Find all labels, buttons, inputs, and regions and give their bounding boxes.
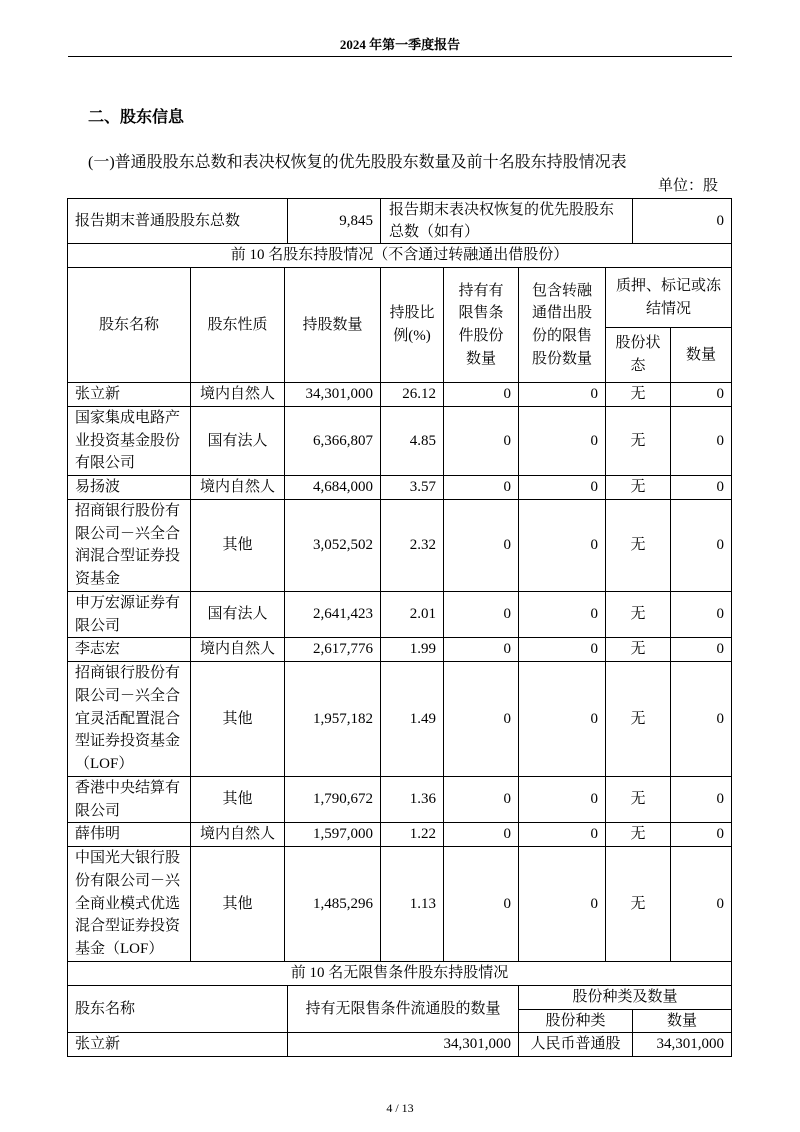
table-row <box>68 638 732 662</box>
pledge-status: 无 <box>606 847 671 962</box>
lent-restricted-shares: 0 <box>519 406 606 475</box>
shareholder-name: 张立新 <box>68 383 191 407</box>
share-class-quantity: 34,301,000 <box>633 1033 732 1057</box>
holding-ratio: 3.57 <box>381 476 444 500</box>
subsection-title: (一)普通股股东总数和表决权恢复的优先股股东数量及前十名股东持股情况表 <box>88 154 627 171</box>
pledge-status: 无 <box>606 776 671 823</box>
header-pledge-status: 股份状态 <box>606 328 671 383</box>
restricted-shares: 0 <box>444 406 519 475</box>
top10-title: 前 10 名股东持股情况（不含通过转融通出借股份） <box>68 244 732 268</box>
table-row <box>68 662 732 777</box>
restricted-shares: 0 <box>444 847 519 962</box>
table-row <box>68 847 732 962</box>
table-header-row <box>68 268 732 328</box>
shareholder-nature: 其他 <box>191 776 285 823</box>
page-header-rule <box>68 56 732 57</box>
header-share-class-and-quantity: 股份种类及数量 <box>519 985 732 1009</box>
pledge-quantity: 0 <box>671 662 732 777</box>
restricted-shares: 0 <box>444 823 519 847</box>
shares-held: 2,617,776 <box>285 638 381 662</box>
table-row <box>68 476 732 500</box>
pledge-status: 无 <box>606 383 671 407</box>
table-row <box>68 776 732 823</box>
shares-held: 4,684,000 <box>285 476 381 500</box>
header-holding-ratio: 持股比例(%) <box>381 268 444 383</box>
holding-ratio: 2.32 <box>381 499 444 591</box>
shareholder-name: 中国光大银行股份有限公司－兴全商业模式优选混合型证券投资基金（LOF） <box>68 847 191 962</box>
restricted-shares: 0 <box>444 476 519 500</box>
pledge-quantity: 0 <box>671 591 732 638</box>
pledge-quantity: 0 <box>671 823 732 847</box>
table-row <box>68 591 732 638</box>
holding-ratio: 2.01 <box>381 591 444 638</box>
summary-table <box>67 198 732 244</box>
shares-held: 34,301,000 <box>285 383 381 407</box>
pledge-status: 无 <box>606 499 671 591</box>
shareholder-nature: 境内自然人 <box>191 383 285 407</box>
shareholder-name: 香港中央结算有限公司 <box>68 776 191 823</box>
unrestricted-quantity: 34,301,000 <box>288 1033 519 1057</box>
pledge-quantity: 0 <box>671 383 732 407</box>
unit-label: 单位：股 <box>657 178 718 194</box>
restricted-shares: 0 <box>444 591 519 638</box>
header-share-class-quantity: 数量 <box>633 1009 732 1033</box>
pledge-status: 无 <box>606 662 671 777</box>
table-row <box>68 1033 732 1057</box>
shares-held: 1,485,296 <box>285 847 381 962</box>
shareholder-tables <box>67 198 731 1057</box>
pledge-quantity: 0 <box>671 638 732 662</box>
pledge-quantity: 0 <box>671 776 732 823</box>
shares-held: 1,790,672 <box>285 776 381 823</box>
lent-restricted-shares: 0 <box>519 662 606 777</box>
section-title: 二、股东信息 <box>88 109 185 126</box>
holding-ratio: 1.49 <box>381 662 444 777</box>
lent-restricted-shares: 0 <box>519 476 606 500</box>
header-shares-held: 持股数量 <box>285 268 381 383</box>
pledge-quantity: 0 <box>671 499 732 591</box>
top10-table <box>67 243 732 962</box>
pledge-quantity: 0 <box>671 406 732 475</box>
share-class: 人民币普通股 <box>519 1033 633 1057</box>
shares-held: 1,597,000 <box>285 823 381 847</box>
lent-restricted-shares: 0 <box>519 847 606 962</box>
pledge-quantity: 0 <box>671 847 732 962</box>
shareholder-nature: 其他 <box>191 847 285 962</box>
header-shareholder-name: 股东名称 <box>68 985 288 1033</box>
unrestricted-table <box>67 961 732 1057</box>
pledge-status: 无 <box>606 476 671 500</box>
lent-restricted-shares: 0 <box>519 776 606 823</box>
shares-held: 3,052,502 <box>285 499 381 591</box>
holding-ratio: 1.99 <box>381 638 444 662</box>
table-row <box>68 823 732 847</box>
holding-ratio: 1.13 <box>381 847 444 962</box>
summary-common-label: 报告期末普通股股东总数 <box>68 199 288 244</box>
pledge-status: 无 <box>606 591 671 638</box>
shareholder-nature: 境内自然人 <box>191 476 285 500</box>
page-number: 4 / 13 <box>386 1101 414 1115</box>
table-header-row <box>68 985 732 1009</box>
shareholder-name: 招商银行股份有限公司－兴全合宜灵活配置混合型证券投资基金（LOF） <box>68 662 191 777</box>
shareholder-nature: 其他 <box>191 499 285 591</box>
pledge-status: 无 <box>606 638 671 662</box>
shareholder-nature: 其他 <box>191 662 285 777</box>
header-pledge: 质押、标记或冻结情况 <box>606 268 732 328</box>
restricted-shares: 0 <box>444 638 519 662</box>
header-shareholder-nature: 股东性质 <box>191 268 285 383</box>
shares-held: 6,366,807 <box>285 406 381 475</box>
shares-held: 2,641,423 <box>285 591 381 638</box>
shareholder-name: 申万宏源证券有限公司 <box>68 591 191 638</box>
shareholder-nature: 国有法人 <box>191 406 285 475</box>
header-shareholder-name: 股东名称 <box>68 268 191 383</box>
shareholder-nature: 境内自然人 <box>191 823 285 847</box>
restricted-shares: 0 <box>444 499 519 591</box>
table-row <box>68 199 732 244</box>
pledge-status: 无 <box>606 823 671 847</box>
header-unrestricted-quantity: 持有无限售条件流通股的数量 <box>288 985 519 1033</box>
shareholder-name: 招商银行股份有限公司－兴全合润混合型证券投资基金 <box>68 499 191 591</box>
unrestricted-title: 前 10 名无限售条件股东持股情况 <box>68 961 732 985</box>
shareholder-nature: 境内自然人 <box>191 638 285 662</box>
table-row <box>68 499 732 591</box>
header-lent-restricted-shares: 包含转融通借出股份的限售股份数量 <box>519 268 606 383</box>
table-row <box>68 383 732 407</box>
shareholder-nature: 国有法人 <box>191 591 285 638</box>
header-pledge-quantity: 数量 <box>671 328 732 383</box>
lent-restricted-shares: 0 <box>519 823 606 847</box>
table-row <box>68 406 732 475</box>
restricted-shares: 0 <box>444 383 519 407</box>
lent-restricted-shares: 0 <box>519 383 606 407</box>
shares-held: 1,957,182 <box>285 662 381 777</box>
holding-ratio: 1.36 <box>381 776 444 823</box>
shareholder-name: 张立新 <box>68 1033 288 1057</box>
lent-restricted-shares: 0 <box>519 591 606 638</box>
holding-ratio: 1.22 <box>381 823 444 847</box>
table-row <box>68 961 732 985</box>
shareholder-name: 李志宏 <box>68 638 191 662</box>
restricted-shares: 0 <box>444 776 519 823</box>
shareholder-name: 薛伟明 <box>68 823 191 847</box>
pledge-quantity: 0 <box>671 476 732 500</box>
holding-ratio: 26.12 <box>381 383 444 407</box>
holding-ratio: 4.85 <box>381 406 444 475</box>
header-share-class: 股份种类 <box>519 1009 633 1033</box>
lent-restricted-shares: 0 <box>519 638 606 662</box>
shareholder-name: 国家集成电路产业投资基金股份有限公司 <box>68 406 191 475</box>
header-restricted-shares: 持有有限售条件股份数量 <box>444 268 519 383</box>
page-header-title: 2024 年第一季度报告 <box>339 37 461 52</box>
summary-preferred-value: 0 <box>633 199 732 244</box>
pledge-status: 无 <box>606 406 671 475</box>
restricted-shares: 0 <box>444 662 519 777</box>
lent-restricted-shares: 0 <box>519 499 606 591</box>
summary-preferred-label: 报告期末表决权恢复的优先股股东总数（如有） <box>381 199 633 244</box>
shareholder-name: 易扬波 <box>68 476 191 500</box>
summary-common-value: 9,845 <box>288 199 381 244</box>
table-row <box>68 244 732 268</box>
